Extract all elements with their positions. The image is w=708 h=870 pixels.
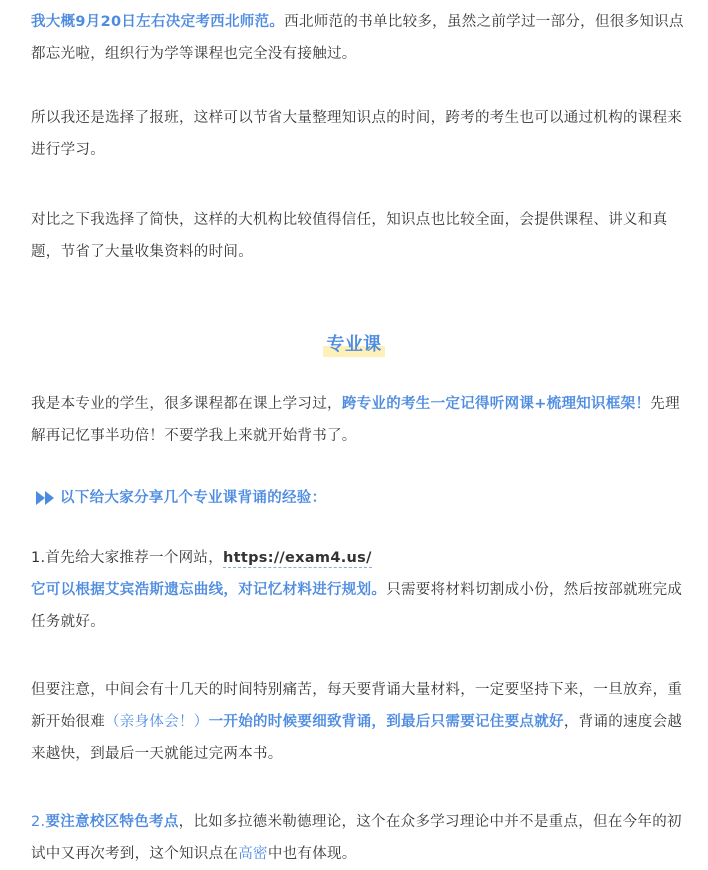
section-heading-wrap — [0, 330, 708, 362]
persistence-aside: （亲身体会！） — [105, 714, 209, 730]
persistence-after: ，背诵的速度会越来越快，到最后一天就能过完两本书。 — [31, 714, 683, 762]
section-heading-text: 专业课 — [326, 334, 382, 355]
tip-1-rest: 只需要将材料切割成小份，然后按部就班完成任务就好。 — [31, 582, 683, 630]
decision-text: 西北师范的书单比较多，虽然之前学过一部分，但很多知识点都忘光啦，组织行为学等课程也完全没有接触过。 — [31, 14, 684, 62]
paragraph-enrollment: 所以我还是选择了报班，这样可以节省大量整理知识点的时间，跨考的考生也可以通过机构的课程来进行学习。 — [31, 110, 683, 158]
major-intro-before: 我是本专业的学生，很多课程都在课上学习过， — [31, 396, 342, 412]
persistence-before: 但要注意，中间会有十几天的时间特别痛苦，每天要背诵大量材料，一定要坚持下来，一旦放弃，重新开始很难 — [31, 682, 683, 730]
decision-highlight: 我大概9月20日左右决定考西北师范。 — [31, 14, 285, 30]
paragraph-tip-2 — [31, 806, 693, 870]
paragraph-persistence — [31, 674, 693, 770]
paragraph-decision — [31, 6, 693, 70]
tip-2-highlight: 要注意校区特色考点 — [45, 814, 179, 830]
tip-2-after: 中也有体现。 — [267, 846, 357, 862]
sub-heading-text: 以下给大家分享几个专业课背诵的经验： — [60, 490, 327, 506]
persistence-highlight: 一开始的时候要细致背诵，到最后只需要记住要点就好 — [208, 714, 564, 730]
tip-1-prefix: 1.首先给大家推荐一个网站， — [31, 550, 224, 566]
gaomi-link[interactable]: 高密 — [238, 846, 268, 862]
paragraph-institution: 对比之下我选择了简快，这样的大机构比较值得信任，知识点也比较全面，会提供课程、讲义和真题，节省了大量收集资料的时间。 — [31, 212, 668, 260]
tip-2-number: 2. — [31, 814, 46, 830]
tip-2-middle: ，比如多拉德米勒德理论，这个在众多学习理论中并不是重点，但在今年的初试中又再次考到，这个知识点在 — [31, 814, 682, 862]
website-link[interactable]: https://exam4.us/ — [223, 550, 372, 566]
tip-1-highlight: 它可以根据艾宾浩斯遗忘曲线，对记忆材料进行规划。 — [31, 582, 387, 598]
paragraph-major-intro — [31, 388, 693, 452]
sub-heading-tips — [36, 482, 326, 514]
paragraph-tip-1 — [31, 542, 693, 638]
major-intro-highlight: 跨专业的考生一定记得听网课+梳理知识框架！ — [341, 396, 651, 412]
double-arrow-right-icon — [36, 491, 56, 505]
major-intro-after: 先理解再记忆事半功倍！不要学我上来就开始背书了。 — [31, 396, 680, 444]
section-heading — [325, 330, 384, 360]
